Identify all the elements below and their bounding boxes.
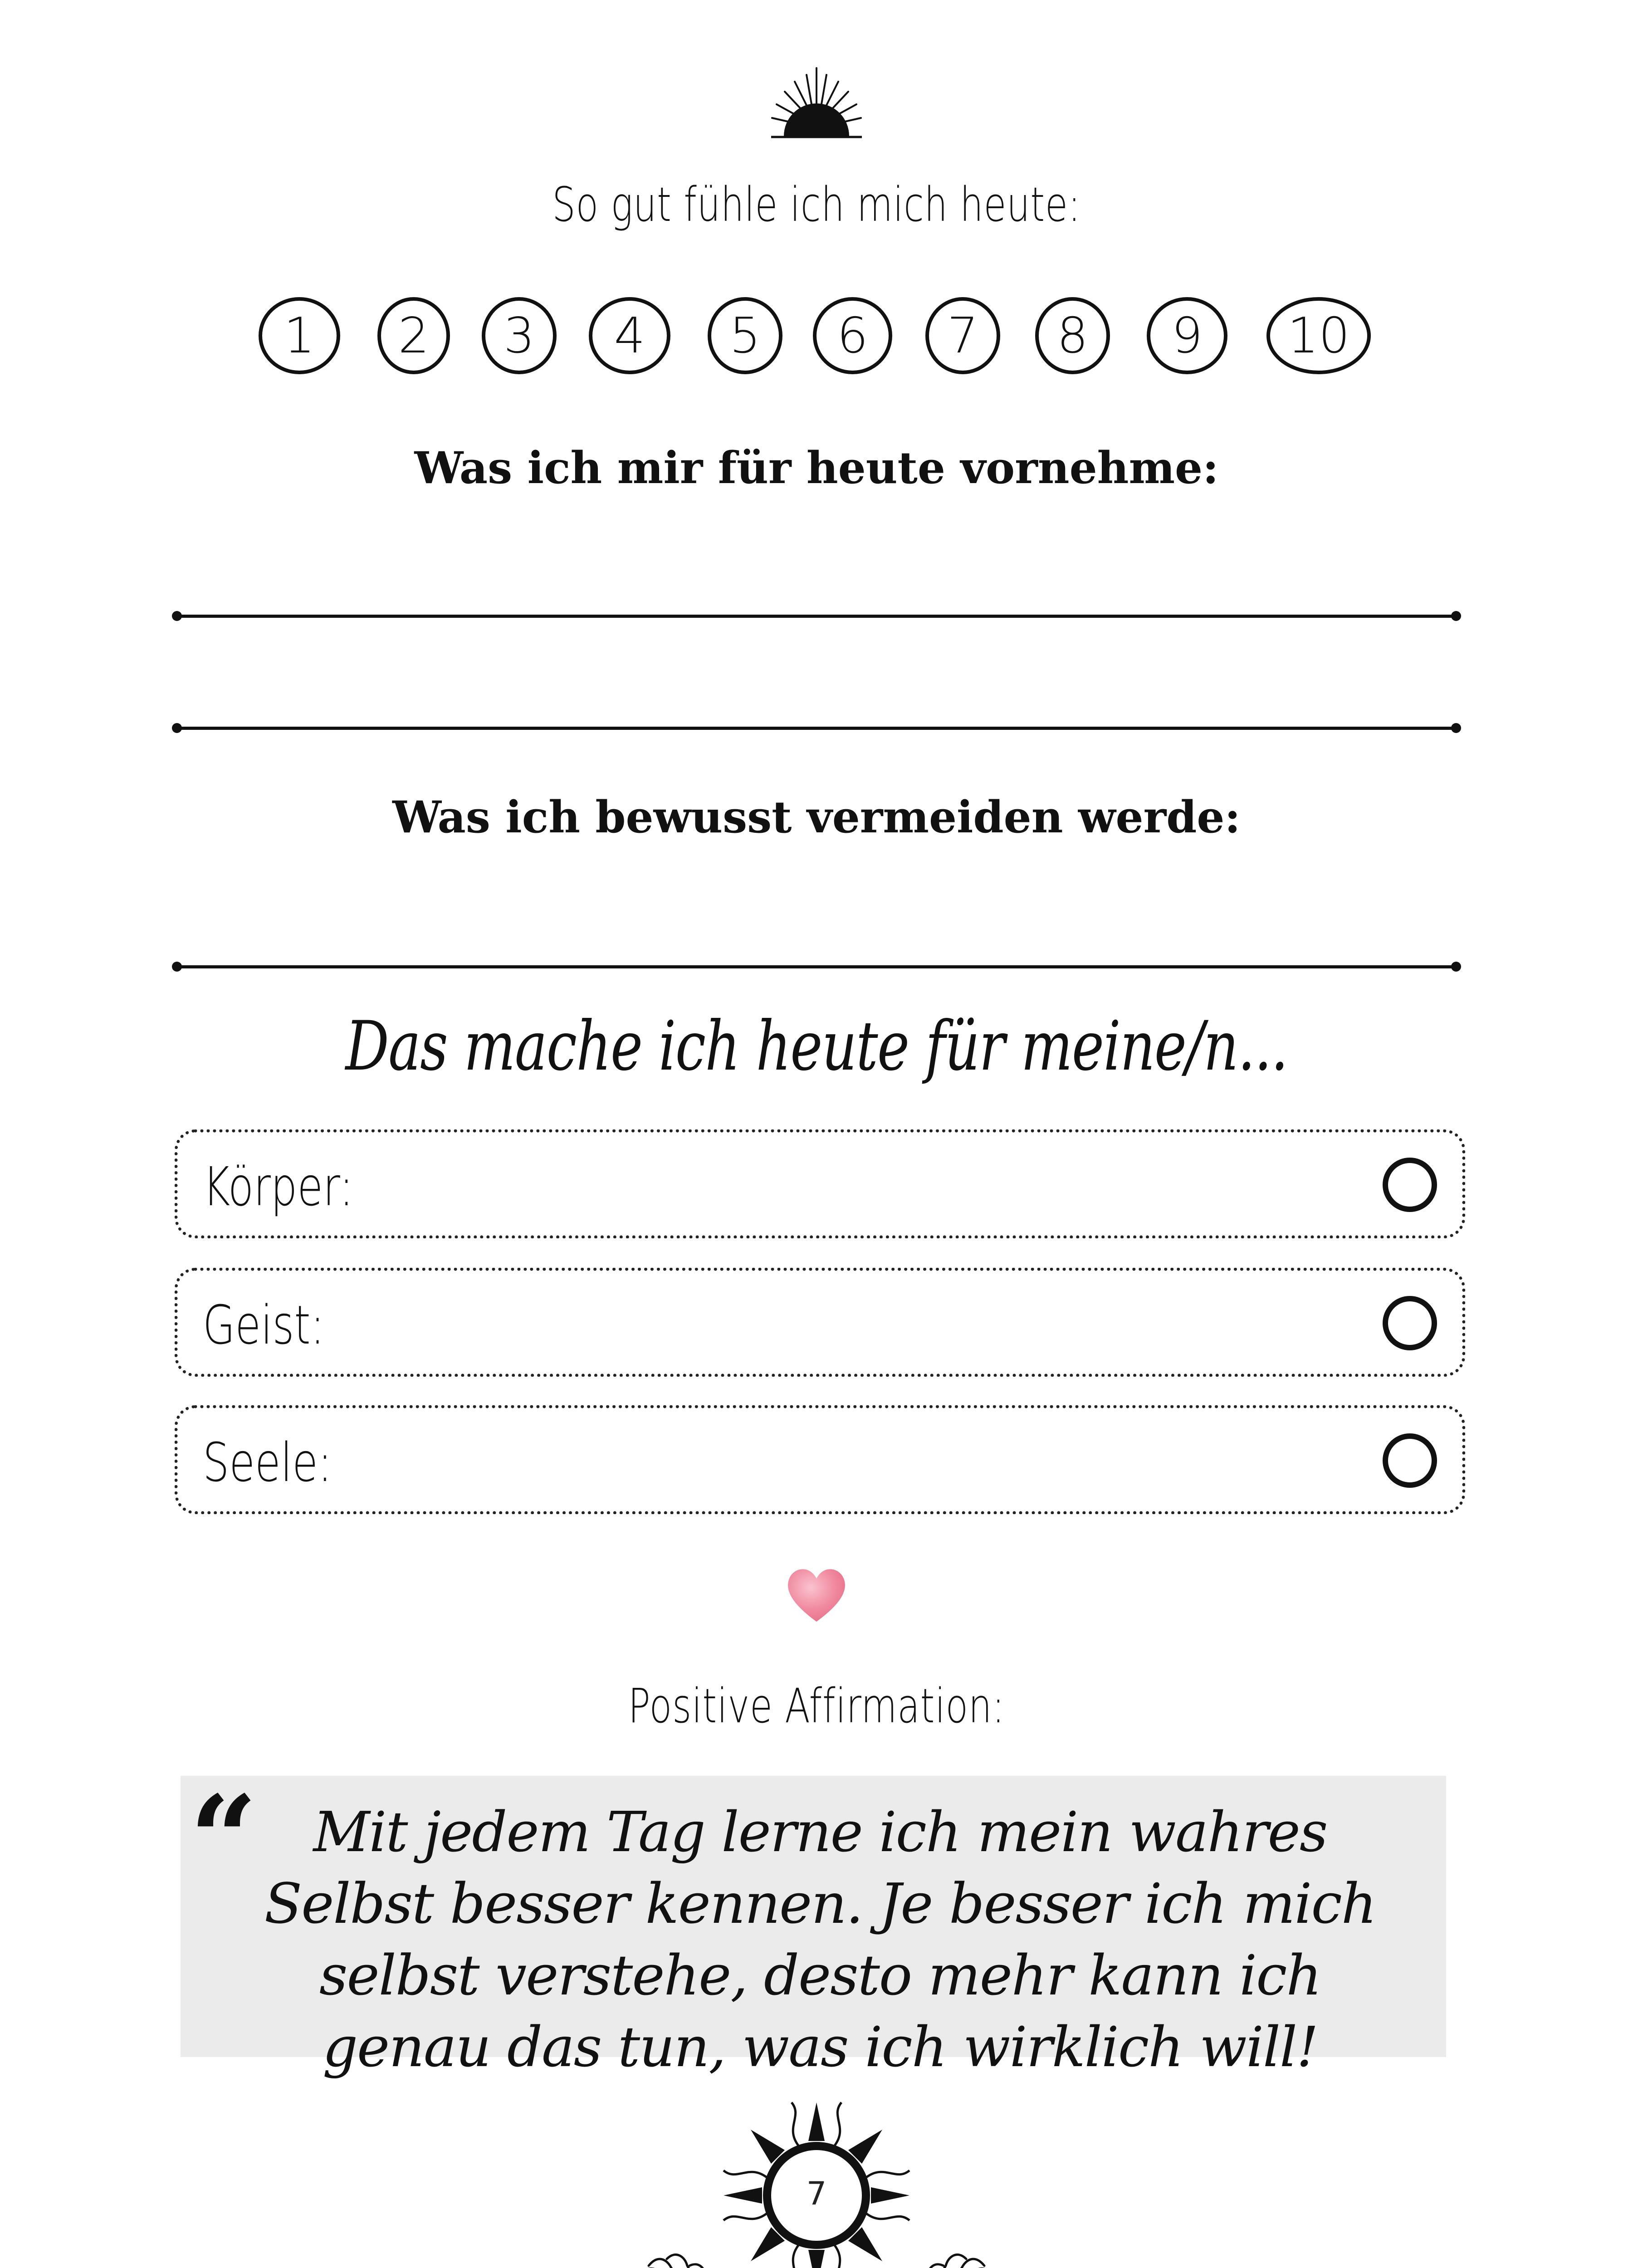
self-care-body-label: Körper: [203,1155,354,1218]
affirmation-box [181,1770,1446,2079]
plan-writing-line-2[interactable] [177,727,1456,730]
quote-mark-icon: “ [190,1770,258,1908]
self-care-soul-field[interactable] [175,1405,1465,1514]
self-care-body-checkbox[interactable] [1383,1158,1437,1212]
rating-option-8[interactable]: 8 [1035,297,1110,374]
heart-icon [782,1563,851,1626]
rating-option-6[interactable]: 6 [813,297,892,374]
affirmation-text: Mit jedem Tag lerne ich mein wahres Selbst besser kennen. Je besser ich mich selbst verstehe, desto mehr kann ich genau das tun, was ich wirklich will! [264,1800,1376,2079]
rating-option-1[interactable]: 1 [259,297,340,374]
avoid-writing-line[interactable] [177,965,1456,968]
self-care-heading: Das mache ich heute für meine/n... [345,1007,1288,1086]
rating-option-3[interactable]: 3 [482,297,557,374]
mood-rating-title: So gut fühle ich mich heute: [552,177,1081,232]
avoid-heading: Was ich bewusst vermeiden werde: [392,792,1241,843]
rating-option-7[interactable]: 7 [925,297,1000,374]
rating-option-4[interactable]: 4 [589,297,670,374]
plan-heading: Was ich mir für heute vornehme: [414,442,1219,494]
rating-option-10[interactable]: 10 [1266,297,1371,374]
rating-option-5[interactable]: 5 [708,297,782,374]
affirmation-title: Positive Affirmation: [628,1678,1005,1734]
self-care-mind-checkbox[interactable] [1383,1296,1437,1350]
self-care-soul-label: Seele: [203,1431,332,1494]
self-care-body-field[interactable] [175,1129,1465,1238]
self-care-soul-checkbox[interactable] [1383,1433,1437,1488]
sun-hands-icon [640,2087,993,2268]
self-care-mind-label: Geist: [203,1294,325,1356]
rating-option-2[interactable]: 2 [377,297,450,374]
rating-option-9[interactable]: 9 [1147,297,1227,374]
self-care-mind-field[interactable] [175,1268,1465,1377]
plan-writing-line-1[interactable] [177,615,1456,618]
mood-rating-scale [259,297,1384,388]
rising-sun-icon [767,64,866,141]
page-number: 7 [806,2175,827,2212]
